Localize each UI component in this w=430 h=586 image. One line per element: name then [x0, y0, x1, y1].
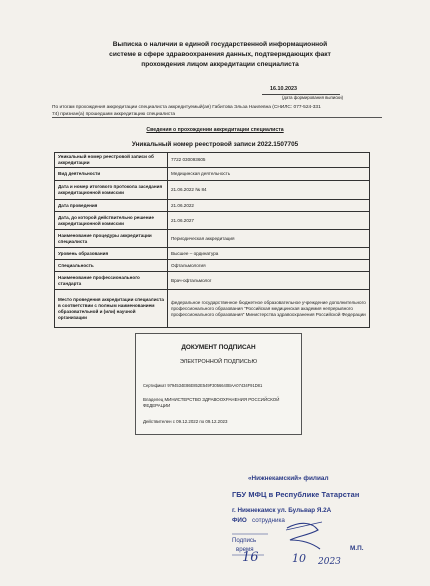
row-value: Врач-офтальмолог	[168, 272, 370, 290]
row-value: Медицинская деятельность	[168, 168, 370, 181]
stamp-label-mp: М.П.	[350, 545, 364, 552]
title-line: Выписка о наличии в единой государственной информационной	[112, 41, 328, 48]
intro-line: По итогам прохождения аккредитации специалиста аккредитуемый(ая) Габитова Эльза Наилевна (СНИЛС: 077-524-331	[52, 105, 321, 110]
stamp-line-1: «Нижнекамский» филиал	[248, 475, 329, 482]
e-signature-heading: ДОКУМЕНТ ПОДПИСАН	[181, 344, 256, 351]
stamp-label-sign: Подпись	[232, 537, 257, 544]
row-value: федеральное государственное бюджетное образовательное учреждение дополнительного профессионального образования "Российская медицинская академия непрерывного профессионального образования" Министерства здравоохранения Российской Федерации	[168, 290, 370, 328]
certificate-number: Сертификат 9794534E86E852E549F3056640BAA07434F91D81	[143, 383, 263, 388]
row-value: 21.06.2027	[168, 212, 370, 230]
handwritten-day: 16	[242, 550, 259, 565]
handwritten-year: 2023	[318, 557, 341, 567]
handwritten-month: 10	[292, 552, 306, 565]
row-label: Специальность	[55, 260, 168, 272]
issue-date-caption: (дата формирования выписки)	[282, 95, 344, 100]
row-value: Офтальмология	[168, 260, 370, 272]
stamp-label-staff: сотрудника	[252, 517, 285, 524]
e-signature-subheading: ЭЛЕКТРОННОЙ ПОДПИСЬЮ	[179, 359, 258, 365]
row-label: Уровень образования	[55, 248, 168, 260]
certificate-owner: Владелец МИНИСТЕРСТВО ЗДРАВООХРАНЕНИЯ РОССИЙСКОЙ ФЕДЕРАЦИИ	[143, 397, 280, 408]
row-label: Наименование процедуры аккредитации специалиста	[55, 230, 168, 248]
certificate-validity: Действителен с 09.12.2022 по 09.12.2023	[143, 419, 228, 424]
registry-title: Уникальный номер реестровой записи 2022.1507705	[131, 141, 299, 148]
row-label: Вид деятельности	[55, 168, 168, 181]
row-label: Дата проведения	[55, 200, 168, 212]
row-label: Дата, до которой действительно решение аккредитационной комиссии	[55, 212, 168, 230]
row-value: 21.06.2022	[168, 200, 370, 212]
title-line: прохождения лицом аккредитации специалиста	[141, 61, 299, 68]
row-value: 7722 030093605	[168, 153, 370, 168]
row-label: Уникальный номер реестровой записи об аккредитации	[55, 153, 168, 168]
stamp-label-fio: ФИО	[232, 517, 247, 524]
row-label: Дата и номер итогового протокола заседания аккредитационной комиссии	[55, 181, 168, 200]
row-label: Наименование профессионального стандарта	[55, 272, 168, 290]
stamp-line-2: ГБУ МФЦ в Республике Татарстан	[232, 490, 360, 499]
row-value: Высшее – ординатура	[168, 248, 370, 260]
title-line: системе в сфере здравоохранения данных, подтверждающих факт	[109, 51, 331, 58]
signature-scribble	[287, 523, 320, 549]
row-label: Место проведения аккредитации специалиста в соответствии с полным наименованием образовательной и (или) научной организации	[55, 290, 168, 328]
stamp-line-3: г. Нижнекамск ул. Бульвар Я.2А	[232, 507, 332, 514]
issue-date: 16.10.2023	[270, 86, 297, 92]
row-value: Периодическая аккредитация	[168, 230, 370, 248]
section-title: Сведения о прохождении аккредитации специалиста	[146, 127, 284, 133]
row-value: 21.06.2022 № 84	[168, 181, 370, 200]
stamp-label-time: время	[236, 546, 254, 553]
intro-line: 74) признан(а) прошедшим аккредитацию специалиста	[52, 112, 176, 117]
